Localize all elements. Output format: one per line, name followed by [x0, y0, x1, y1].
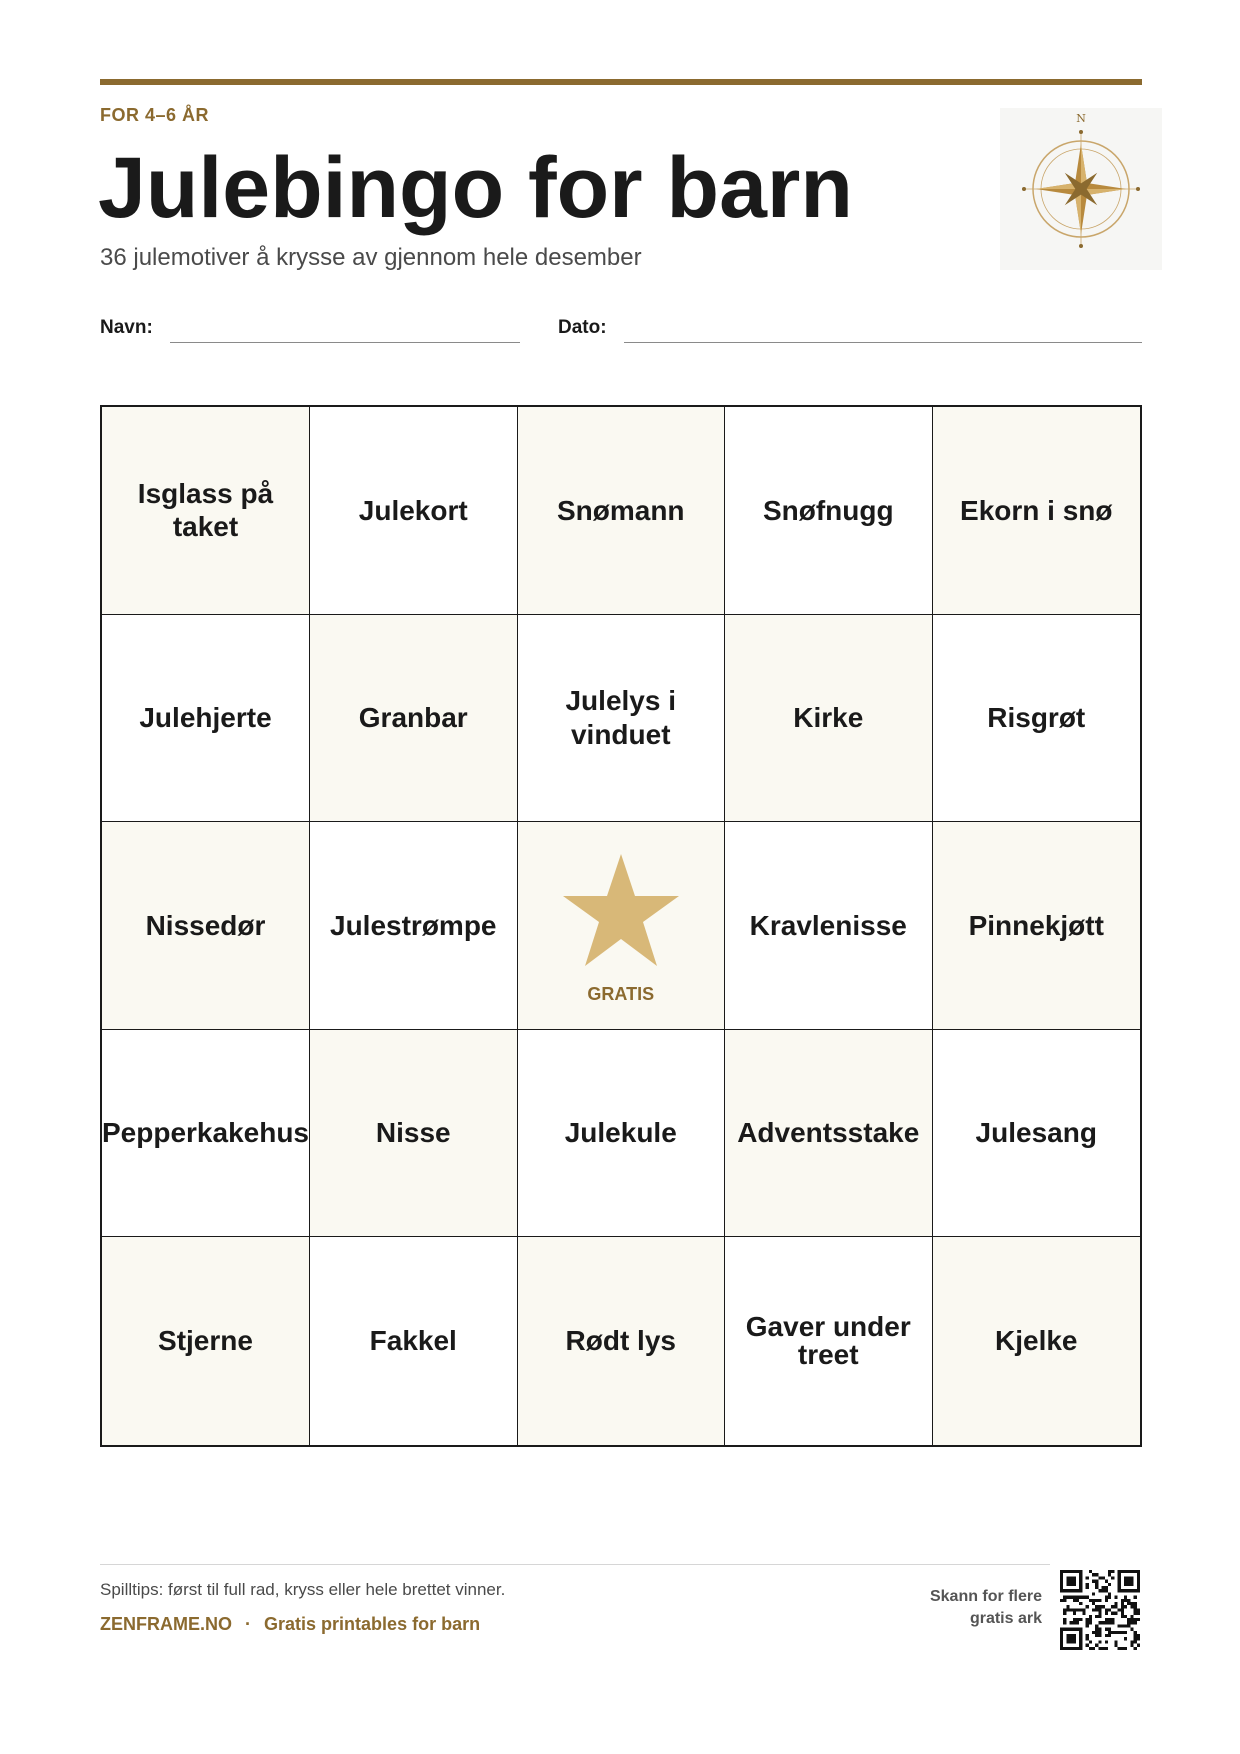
bingo-board [100, 405, 1142, 1447]
bingo-cell[interactable]: Nisse [310, 1030, 518, 1238]
bingo-cell[interactable]: Snøfnugg [725, 407, 933, 615]
bingo-cell[interactable]: Kjelke [933, 1237, 1141, 1445]
brand-separator: · [245, 1614, 252, 1634]
bingo-cell[interactable]: Granbar [310, 615, 518, 823]
bingo-cell[interactable]: Julelys i vinduet [518, 615, 726, 823]
north-label: N [1076, 112, 1086, 125]
free-space-cell[interactable] [518, 822, 726, 1030]
brand-name[interactable]: ZENFRAME.NO [100, 1614, 232, 1634]
page-subtitle: 36 julemotiver å krysse av gjennom hele desember [100, 244, 642, 271]
bingo-cell[interactable]: Kirke [725, 615, 933, 823]
bingo-cell[interactable]: Pinnekjøtt [933, 822, 1141, 1030]
top-rule [100, 79, 1142, 85]
brand-line [100, 1614, 480, 1635]
bingo-cell[interactable]: Snømann [518, 407, 726, 615]
compass-rose-icon [1000, 108, 1162, 270]
page-title: Julebingo for barn [98, 140, 853, 236]
bingo-cell[interactable]: Fakkel [310, 1237, 518, 1445]
bingo-cell[interactable]: Stjerne [102, 1237, 310, 1445]
bingo-cell[interactable]: Rødt lys [518, 1237, 726, 1445]
bingo-cell[interactable]: Julestrømpe [310, 822, 518, 1030]
date-label: Dato: [558, 317, 607, 338]
bingo-cell[interactable]: Julesang [933, 1030, 1141, 1238]
bingo-cell[interactable]: Ekorn i snø [933, 407, 1141, 615]
scan-line-1: Skann for flere [929, 1588, 1042, 1605]
brand-tagline: Gratis printables for barn [264, 1614, 481, 1634]
footer-rule [100, 1564, 1050, 1565]
bingo-cell[interactable]: Nissedør [102, 822, 310, 1030]
star-icon [561, 852, 681, 968]
name-label: Navn: [100, 317, 153, 338]
bingo-cell[interactable]: Julehjerte [102, 615, 310, 823]
scan-text [930, 1586, 1042, 1631]
bingo-cell[interactable]: Risgrøt [933, 615, 1141, 823]
game-tip: Spilltips: først til full rad, kryss eller hele brettet vinner. [100, 1580, 506, 1599]
age-label: FOR 4–6 ÅR [100, 105, 210, 125]
qr-code-icon[interactable] [1060, 1570, 1140, 1650]
name-field[interactable] [170, 342, 520, 343]
bingo-cell[interactable]: Julekule [518, 1030, 726, 1238]
scan-line-2: gratis ark [969, 1610, 1042, 1628]
bingo-cell[interactable]: Pepperkakehus [102, 1030, 310, 1238]
free-space-label: GRATIS [587, 983, 655, 1004]
bingo-cell[interactable]: Kravlenisse [725, 822, 933, 1030]
bingo-cell[interactable]: Julekort [310, 407, 518, 615]
bingo-cell[interactable]: Adventsstake [725, 1030, 933, 1238]
bingo-cell[interactable]: Gaver under treet [725, 1237, 933, 1445]
date-field[interactable] [624, 342, 1142, 343]
bingo-cell[interactable]: Isglass på taket [102, 407, 310, 615]
